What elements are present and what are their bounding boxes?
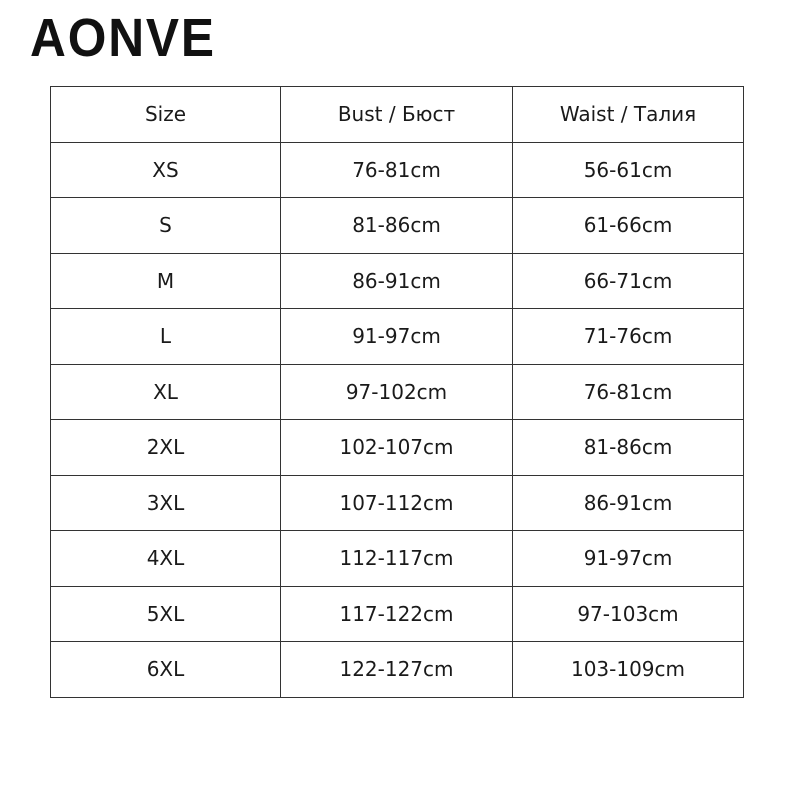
- table-row: [51, 531, 744, 587]
- waist-cell: 86-91cm: [513, 475, 744, 531]
- table-header: [51, 87, 744, 143]
- size-cell: 2XL: [51, 420, 281, 476]
- waist-cell: 71-76cm: [513, 309, 744, 365]
- bust-cell: 91-97cm: [281, 309, 513, 365]
- table-row: [51, 142, 744, 198]
- table-body: [51, 142, 744, 697]
- waist-cell: 66-71cm: [513, 253, 744, 309]
- size-cell: M: [51, 253, 281, 309]
- table-row: [51, 642, 744, 698]
- size-cell: 3XL: [51, 475, 281, 531]
- size-cell: XL: [51, 364, 281, 420]
- size-cell: XS: [51, 142, 281, 198]
- header-waist: Waist / Талия: [513, 87, 744, 143]
- table-row: [51, 364, 744, 420]
- bust-cell: 122-127cm: [281, 642, 513, 698]
- table-row: [51, 586, 744, 642]
- table-row: [51, 198, 744, 254]
- table-row: [51, 253, 744, 309]
- size-cell: 6XL: [51, 642, 281, 698]
- waist-cell: 76-81cm: [513, 364, 744, 420]
- waist-cell: 61-66cm: [513, 198, 744, 254]
- bust-cell: 107-112cm: [281, 475, 513, 531]
- header-bust: Bust / Бюст: [281, 87, 513, 143]
- brand-logo: AONVE: [30, 8, 216, 68]
- bust-cell: 102-107cm: [281, 420, 513, 476]
- table-row: [51, 475, 744, 531]
- size-cell: S: [51, 198, 281, 254]
- bust-cell: 86-91cm: [281, 253, 513, 309]
- bust-cell: 76-81cm: [281, 142, 513, 198]
- size-cell: 4XL: [51, 531, 281, 587]
- waist-cell: 97-103cm: [513, 586, 744, 642]
- header-row: [51, 87, 744, 143]
- size-cell: 5XL: [51, 586, 281, 642]
- bust-cell: 81-86cm: [281, 198, 513, 254]
- table-row: [51, 420, 744, 476]
- waist-cell: 81-86cm: [513, 420, 744, 476]
- waist-cell: 56-61cm: [513, 142, 744, 198]
- waist-cell: 103-109cm: [513, 642, 744, 698]
- header-size: Size: [51, 87, 281, 143]
- bust-cell: 97-102cm: [281, 364, 513, 420]
- size-chart-table: [50, 86, 744, 698]
- table-row: [51, 309, 744, 365]
- size-cell: L: [51, 309, 281, 365]
- bust-cell: 112-117cm: [281, 531, 513, 587]
- bust-cell: 117-122cm: [281, 586, 513, 642]
- waist-cell: 91-97cm: [513, 531, 744, 587]
